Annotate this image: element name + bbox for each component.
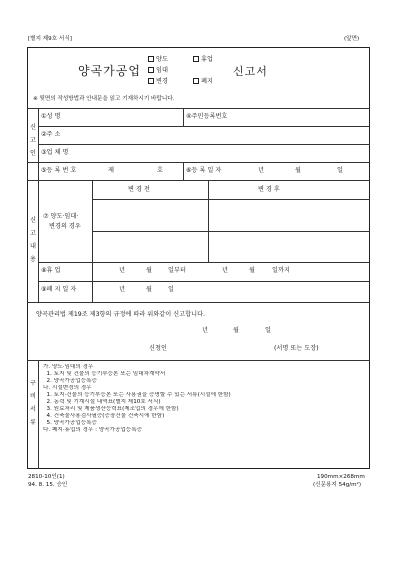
reg-year: 년 [258,167,264,174]
declaration-text: 양곡관리법 제19조 제3항의 규정에 따라 위와같이 신고합니다. [36,311,206,318]
signature-hint: (서명 또는 도장) [274,345,319,352]
form-number: [별지 제9호 서식] [28,36,72,42]
doc-line: 다. 폐지·휴업의 경우 : 양곡가공업등록증 [43,427,143,433]
company-label: ③업 체 명 [41,149,69,156]
address-label: ②주 소 [41,131,61,138]
rrn-label: ④주민등록번호 [186,113,228,120]
closure-to-year: 년 [222,267,228,274]
closure-from: 일부터 [168,267,186,274]
reg-ho: 호 [157,167,163,174]
reg-number-label: ⑤등 록 번 호 [41,167,77,174]
footer-code: 2810-10인(1) [28,474,65,480]
doc-line: 가. 양도·임대의 경우 [43,364,94,370]
after-header: 변 경 후 [258,186,280,193]
closure-to: 일까지 [272,267,290,274]
reg-date-label: ⑥등 록 일 자 [186,167,222,174]
doc-line: 2. 양곡가공업등록증 [43,378,97,384]
case-label-2: 변경의 경우 [49,223,81,230]
doc-line: 1. 토지·건물의 등기부등본 또는 사용권을 증명할 수 있는 서류(시설에 한함) [43,392,231,398]
form-title-suffix: 신고서 [233,65,268,78]
docs-group-label: 구 비 서 류 [30,380,36,426]
abolish-year: 년 [119,286,125,293]
name-label: ①성 명 [41,113,61,120]
option-transfer[interactable]: 양도 [148,56,168,63]
transfer-checkbox[interactable] [148,56,154,62]
closure-label: ⑧휴 업 [41,267,61,274]
decl-day: 일 [265,327,271,334]
option-abolish[interactable]: 폐지 [193,78,213,85]
reg-day: 일 [337,167,343,174]
closure-from-month: 월 [146,267,152,274]
abolish-month: 월 [146,286,152,293]
case-label-1: ⑦ 양도·임대· [43,213,79,220]
reg-month: 월 [295,167,301,174]
doc-line: 2. 동력 및 기계시설 내역표(별지 제10호 서식) [43,399,161,405]
reg-je: 제 [108,167,114,174]
page-side: (앞면) [344,36,360,42]
doc-line: 5. 양곡가공업등록증 [43,420,97,426]
closure-to-month: 월 [249,267,255,274]
content-group-label: 신 고 내 용 [30,217,36,263]
closure-from-year: 년 [119,267,125,274]
form-title: 양곡가공업 [78,64,141,78]
footer-paper: (신문용지 54g/m²) [313,482,362,488]
decl-year: 년 [202,327,208,334]
before-header: 변 경 전 [128,186,150,193]
footer-size: 190mm×268mm [317,474,365,480]
docs-list [43,364,365,434]
abolish-checkbox[interactable] [193,78,199,84]
option-closure[interactable]: 휴업 [193,56,213,63]
abolish-day: 일 [168,286,174,293]
applicant-group-label: 신 고 인 [30,124,36,157]
doc-line: 3. 원료처리 및 제품생산능력표(제조업의 경우에 한함) [43,406,179,412]
option-lease[interactable]: 임대 [148,67,168,74]
footer-date: 94. 8. 15. 승인 [28,482,68,488]
closure-checkbox[interactable] [193,56,199,62]
notice: ※ 뒷면의 작성방법과 안내문을 읽고 기재하시기 바랍니다. [33,96,175,102]
doc-line: 1. 토지 및 건물의 등기부등본 또는 임대차계약서 [43,371,166,377]
abolish-label: ⑨폐 지 일 자 [41,286,77,293]
change-checkbox[interactable] [148,78,154,84]
option-change[interactable]: 변경 [148,78,168,85]
doc-line: 나. 시설변경의 경우 [43,385,92,391]
lease-checkbox[interactable] [148,67,154,73]
signer-label: 신청인 [149,345,167,352]
doc-line: 4. 건축물사용검사필증(증장건물 건축시에 한함) [43,413,165,419]
decl-month: 월 [233,327,239,334]
